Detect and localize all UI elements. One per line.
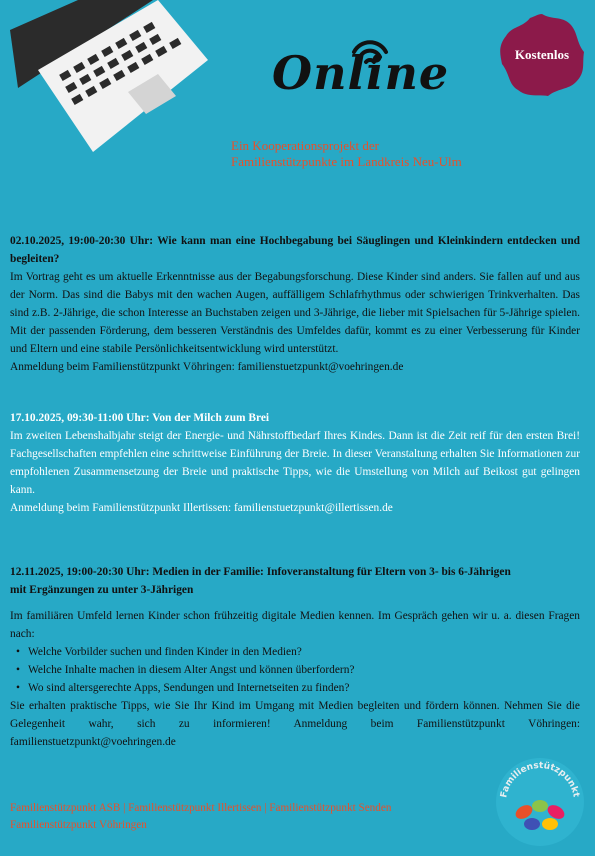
cooperation-line-2: Familienstützpunkte im Landkreis Neu-Ulm (231, 154, 462, 169)
event-3-intro: Im familiären Umfeld lernen Kinder schon frühzeitig digitale Medien kennen. Im Gespräch gehen wir u. a. diesen Fragen nach: (10, 610, 580, 640)
footer-line-2: Familienstützpunkt Vöhringen (10, 819, 147, 831)
event-3-question-list (10, 643, 580, 697)
familienstuetzpunkt-seal-logo (494, 756, 586, 848)
event-2-title: Von der Milch zum Brei (152, 412, 270, 424)
event-3-outro: Sie erhalten praktische Tipps, wie Sie Ihr Kind im Umgang mit Medien begleiten und fördern können. Nehmen Sie die Gelegenheit wahr, sich zu informieren! Anmeldung beim Familienstützpunkt Vöhringen: familienstuetzpunkt@voehringen.de (10, 700, 580, 748)
seal-text: Familienstützpunkt (499, 760, 581, 799)
event-2-body: Im zweiten Lebenshalbjahr steigt der Energie- und Nährstoffbedarf Ihres Kindes. Dann ist die Zeit reif für den ersten Brei! Fachgesellschaften empfehlen eine schrittweise Einführung der Breie. In dieser Veranstaltung erhalten Sie Informationen zur empfohlenen Zusammensetzung der Breie und praktische Tipps, wie die Umstellung von Milch auf Beikost gut gelingen kann. (10, 430, 580, 496)
event-1-body: Im Vortrag geht es um aktuelle Erkenntnisse aus der Begabungsforschung. Diese Kinder sind anders. Sie fallen auf und aus der Norm. Das sind die Babys mit den wachen Augen, auffälligem Schlafrhythmus oder schwierigen Trinkverhalten. Das sind z.B. 2-Jährige, die schon Interesse an Buchstaben zeigen und 3-Jährige, die lieber mit Spielsachen für 5-Jährige spielen. Mit der passenden Förderung, dem besseren Verständnis des Umfeldes dafür, kommt es zu einer Verbesserung für Kinder und Eltern und eine stabile Persönlichkeitsentwicklung wird unterstützt. (10, 271, 580, 355)
event-3-heading-line-2: mit Ergänzungen zu unter 3-Jährigen (10, 584, 194, 596)
list-item: • Welche Inhalte machen in diesem Alter Angst und können überfordern? (28, 661, 580, 679)
event-1 (10, 232, 580, 376)
event-2-registration: Anmeldung beim Familienstützpunkt Illertissen: familienstuetzpunkt@illertissen.de (10, 502, 393, 514)
event-3-title: Medien in der Familie: Infoveranstaltung für Eltern von 3- bis 6-Jährigen (152, 566, 511, 578)
logo-text: Online (272, 46, 450, 100)
footer (10, 800, 500, 834)
footer-line-1: Familienstützpunkt ASB | Familienstützpunkt Illertissen | Familienstützpunkt Senden (10, 802, 392, 814)
event-1-registration: Anmeldung beim Familienstützpunkt Vöhringen: familienstuetzpunkt@voehringen.de (10, 361, 404, 373)
event-3-heading (10, 563, 580, 581)
event-1-date: 02.10.2025, 19:00-20:30 Uhr: (10, 235, 154, 247)
event-3-date: 12.11.2025, 19:00-20:30 Uhr: (10, 566, 150, 578)
event-1-title: Wie kann man eine Hochbegabung bei Säuglingen und Kleinkindern entdecken und begleiten? (10, 235, 580, 265)
list-item: • Wo sind altersgerechte Apps, Sendungen und Internetseiten zu finden? (28, 679, 580, 697)
event-2 (10, 409, 580, 517)
event-1-heading (10, 232, 580, 268)
free-badge (498, 12, 586, 98)
online-logo (272, 38, 450, 108)
list-item: • Welche Vorbilder suchen und finden Kinder in den Medien? (28, 643, 580, 661)
cooperation-line-1: Ein Kooperationsprojekt der (231, 138, 380, 153)
event-3 (10, 563, 580, 751)
event-2-heading (10, 409, 580, 427)
laptop-illustration (8, 0, 213, 160)
badge-label: Kostenlos (514, 47, 570, 62)
cooperation-note (231, 138, 561, 170)
event-2-date: 17.10.2025, 09:30-11:00 Uhr: (10, 412, 150, 424)
